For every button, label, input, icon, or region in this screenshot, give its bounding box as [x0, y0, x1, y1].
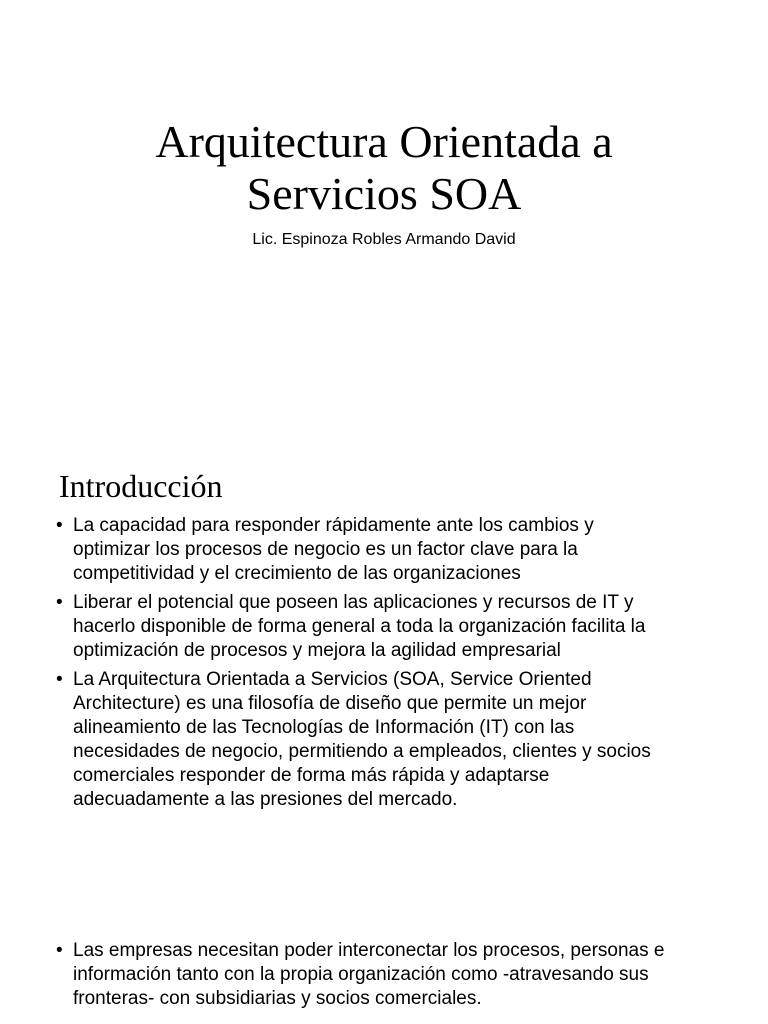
bullet-item — [56, 939, 716, 1011]
bullet-item — [56, 668, 716, 812]
bullet-text-line: fronteras- con subsidiarias y socios comerciales. — [73, 988, 482, 1009]
bullet-text-line: Liberar el potencial que poseen las aplicaciones y recursos de IT y — [73, 592, 634, 613]
bullet-list — [56, 939, 716, 1016]
bullet-text-line: adecuadamente a las presiones del mercado. — [73, 789, 458, 810]
bullet-icon: • — [56, 669, 63, 690]
bullet-text-line: alineamiento de las Tecnologías de Información (IT) con las — [73, 717, 575, 738]
bullet-text-line: Las empresas necesitan poder interconectar los procesos, personas e — [73, 940, 665, 961]
slide-title-line: Arquitectura Orientada a — [155, 116, 613, 167]
bullet-icon: • — [56, 515, 63, 536]
bullet-list — [56, 514, 716, 817]
bullet-text-line: optimizar los procesos de negocio es un factor clave para la — [73, 539, 578, 560]
bullet-text-line: Architecture) es una filosofía de diseño que permite un mejor — [73, 693, 587, 714]
bullet-text-line: hacerlo disponible de forma general a toda la organización facilita la — [73, 616, 646, 637]
introduction-slide — [0, 432, 768, 864]
bullet-text-line: La Arquitectura Orientada a Servicios (SOA, Service Oriented — [73, 669, 592, 690]
bullet-text-line: información tanto con la propia organización como -atravesando sus — [73, 964, 649, 985]
bullet-icon: • — [56, 592, 63, 613]
bullet-text-line: necesidades de negocio, permitiendo a empleados, clientes y socios — [73, 741, 651, 762]
bullet-text-line: optimización de procesos y mejora la agilidad empresarial — [73, 640, 561, 661]
slide-title-line: Servicios SOA — [246, 168, 522, 219]
bullet-icon: • — [56, 940, 63, 961]
next-slide — [0, 864, 768, 1024]
bullet-text-line: comerciales responder de forma más rápida y adaptarse — [73, 765, 550, 786]
title-slide — [0, 0, 768, 432]
bullet-text-line: competitividad y el crecimiento de las organizaciones — [73, 563, 521, 584]
bullet-item — [56, 591, 716, 663]
slide-subtitle: Lic. Espinoza Robles Armando David — [252, 231, 516, 248]
bullet-item — [56, 514, 716, 586]
slide-title — [0, 116, 768, 220]
slide-heading: Introducción — [59, 468, 223, 504]
bullet-text-line: La capacidad para responder rápidamente ante los cambios y — [73, 515, 594, 536]
